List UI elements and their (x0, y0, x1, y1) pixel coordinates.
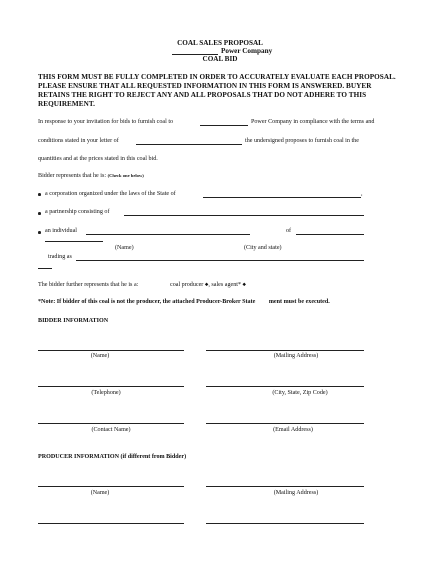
agent-label: , sales agent* (208, 282, 242, 288)
bidder-email-field[interactable] (206, 423, 364, 424)
trading-as-blank[interactable] (76, 260, 364, 261)
instruction-line-3: RETAINS THE RIGHT TO REJECT ANY AND ALL PROPOSALS THAT DO NOT ADHERE TO THIS (38, 91, 367, 99)
producer-mailing-caption: (Mailing Address) (273, 490, 319, 496)
instruction-line-1: THIS FORM MUST BE FULLY COMPLETED IN ORDER TO ACCURATELY EVALUATE EACH PROPOSAL. (38, 73, 396, 81)
producer-name-caption: (Name) (90, 490, 110, 496)
producer-checkbox[interactable]: ◆ (204, 281, 209, 287)
bidder-telephone-caption: (Telephone) (91, 390, 121, 396)
bidder-mailing-field[interactable] (206, 350, 364, 351)
corporation-comma: , (361, 191, 363, 197)
form-subtitle: COAL BID (202, 55, 238, 63)
form-title: COAL SALES PROPOSAL (177, 39, 263, 47)
intro-line-3: quantities and at the prices stated in this coal bid. (38, 156, 158, 162)
partnership-label: a partnership consisting of (45, 209, 110, 215)
check-one-note: (Check one below) (107, 173, 144, 178)
partnership-checkbox[interactable] (38, 212, 41, 215)
individual-name-blank-2[interactable] (45, 241, 103, 242)
intro-line-1b: Power Company in compliance with the terms and (251, 119, 375, 125)
name-caption: (Name) (115, 245, 134, 251)
utility-name-blank[interactable] (200, 125, 248, 126)
individual-city-blank[interactable] (296, 234, 364, 235)
bidder-telephone-field[interactable] (38, 386, 184, 387)
individual-name-blank[interactable] (86, 234, 250, 235)
producer-field-row-2-right[interactable] (206, 523, 364, 524)
bidder-contact-caption: (Contact Name) (91, 427, 131, 433)
corporation-checkbox[interactable] (38, 193, 41, 196)
intro-line-2b: the undersigned proposes to furnish coal in the (245, 138, 359, 144)
note-part-b: ment must be executed. (268, 299, 330, 305)
corporation-state-blank[interactable] (203, 197, 361, 198)
further-represents-text: The bidder further represents that he is a: (38, 282, 139, 288)
individual-label: an individual (45, 228, 77, 234)
corporation-label: a corporation organized under the laws of the State of (45, 191, 176, 197)
agent-checkbox[interactable]: ◆ (242, 281, 247, 287)
bidder-represents-text: Bidder represents that he is: (38, 173, 107, 179)
producer-option[interactable] (170, 282, 246, 288)
instruction-line-4: REQUIREMENT. (38, 100, 95, 108)
producer-info-heading: PRODUCER INFORMATION (if different from Bidder) (38, 454, 187, 460)
bidder-mailing-caption: (Mailing Address) (273, 353, 319, 359)
trading-as-blank-2[interactable] (38, 268, 52, 269)
bidder-represents-label (38, 173, 144, 179)
intro-line-2a: conditions stated in your letter of (38, 138, 119, 144)
bidder-email-caption: (Email Address) (273, 427, 313, 433)
trading-as-label: trading as (48, 254, 72, 260)
producer-name-field[interactable] (38, 486, 184, 487)
producer-mailing-field[interactable] (206, 486, 364, 487)
instruction-line-2: PLEASE ENSURE THAT ALL REQUESTED INFORMATION IN THIS FORM IS ANSWERED. BUYER (38, 82, 372, 90)
letter-date-blank[interactable] (136, 144, 242, 145)
bidder-city-state-zip-field[interactable] (206, 386, 364, 387)
company-line: Power Company (221, 47, 273, 55)
producer-label: coal producer (170, 282, 204, 288)
of-label: of (286, 228, 292, 234)
city-state-caption: (City and state) (244, 245, 282, 251)
partnership-members-blank[interactable] (124, 215, 364, 216)
bidder-contact-field[interactable] (38, 423, 184, 424)
note-part-a: *Note: If bidder of this coal is not the producer, the attached Producer-Broker State (38, 299, 256, 305)
bidder-info-heading: BIDDER INFORMATION (38, 318, 109, 324)
intro-line-1a: In response to your invitation for bids to furnish coal to (38, 119, 174, 125)
producer-broker-note (38, 299, 330, 305)
bidder-name-field[interactable] (38, 350, 184, 351)
bidder-name-caption: (Name) (90, 353, 110, 359)
individual-checkbox[interactable] (38, 231, 41, 234)
bidder-city-state-zip-caption: (City, State, Zip Code) (272, 390, 328, 396)
producer-field-row-2-left[interactable] (38, 523, 184, 524)
